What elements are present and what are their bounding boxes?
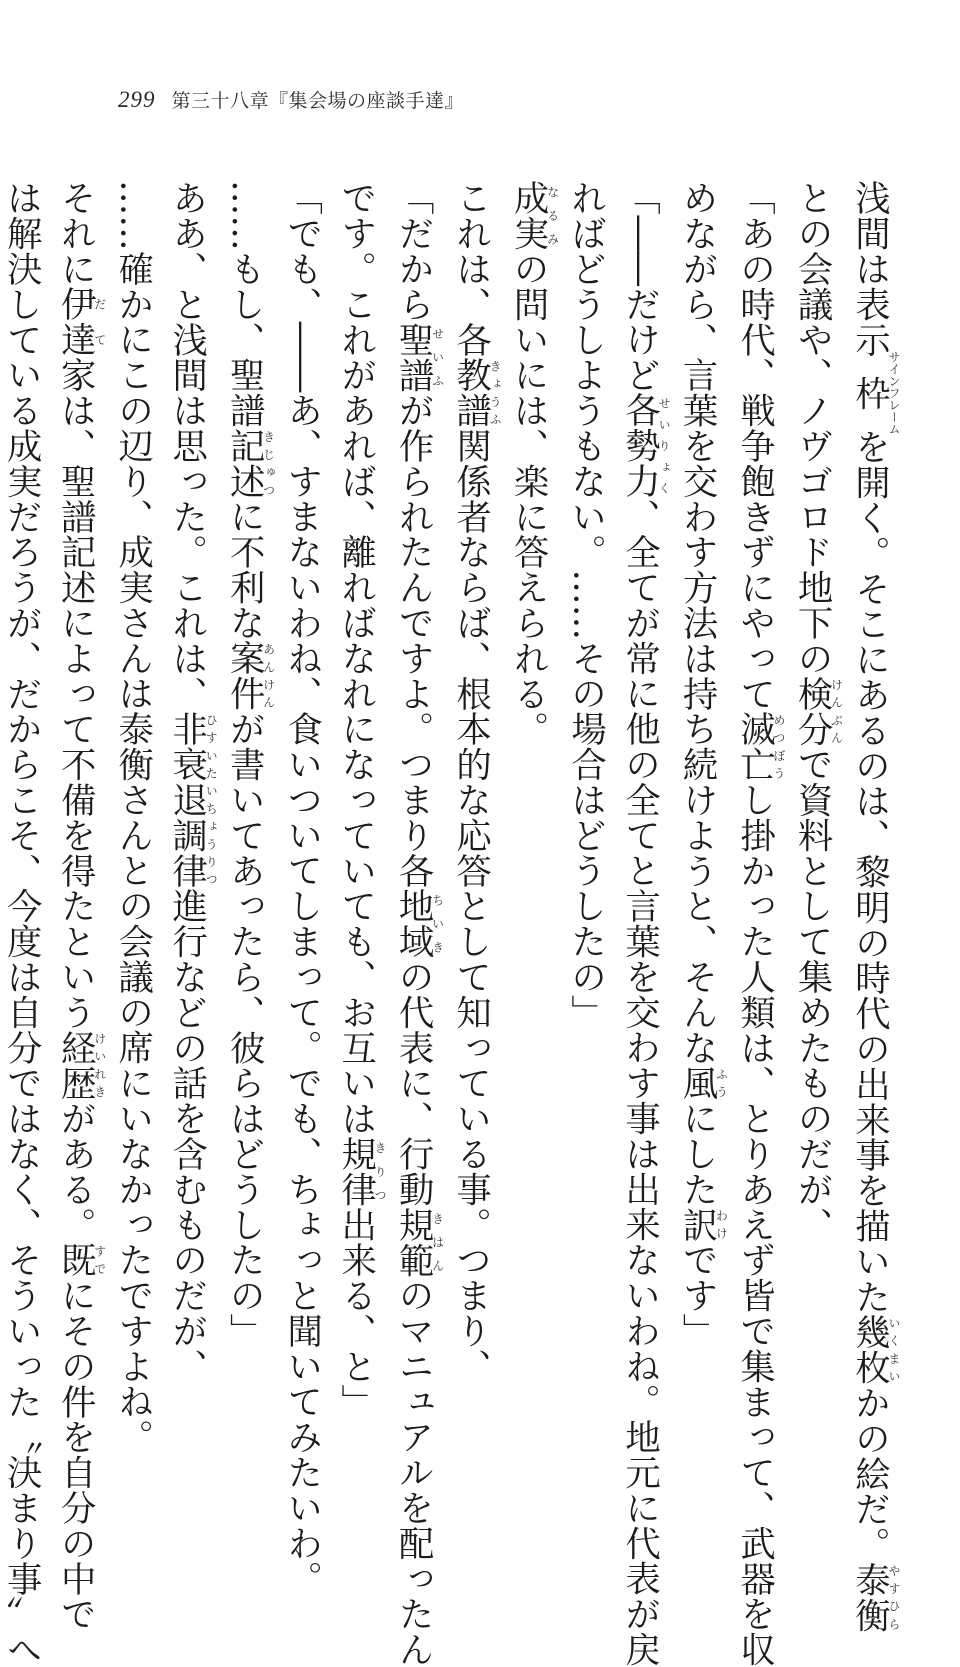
ruby-word bbox=[55, 1242, 107, 1278]
text-run: 浅間は表示 bbox=[849, 180, 891, 357]
text-column bbox=[501, 180, 558, 1420]
ruby-base: 規律 bbox=[335, 1135, 377, 1207]
ruby-reading: だて bbox=[92, 286, 107, 358]
ruby-base: 伊達 bbox=[55, 286, 97, 358]
ruby-reading: あんけん bbox=[261, 640, 276, 711]
body-text bbox=[1, 180, 901, 1667]
ruby-word bbox=[450, 357, 503, 428]
ruby-reading: きょうふ bbox=[488, 357, 503, 428]
ruby-reading: ちいき bbox=[430, 888, 445, 959]
ruby-reading: せいりょく bbox=[657, 392, 672, 499]
text-run: は解決している成実だろうが、だからこそ、今度は自分ではなく、そういった〝決まり事〟へ bbox=[1, 180, 43, 1667]
ruby-base: 経歴 bbox=[55, 1029, 97, 1101]
ruby-word bbox=[393, 888, 445, 959]
text-column bbox=[217, 180, 274, 1420]
ruby-reading: いくまい bbox=[887, 1314, 901, 1385]
text-run: との会議や、ノヴゴロド地下の bbox=[792, 180, 834, 676]
text-column bbox=[275, 180, 329, 1596]
text-run: ああ、と浅間は思った。これは、 bbox=[166, 180, 208, 711]
text-column bbox=[386, 180, 445, 1667]
text-column bbox=[728, 180, 787, 1667]
ruby-reading: きはん bbox=[430, 1206, 445, 1278]
ruby-reading: めつぼう bbox=[772, 711, 787, 782]
ruby-reading: きりつ bbox=[373, 1135, 388, 1207]
text-run: 進行などの話を含むものだが、 bbox=[166, 888, 208, 1384]
text-run: で資料として集めたものだが、 bbox=[792, 746, 834, 1243]
ruby-base: 既 bbox=[55, 1242, 97, 1278]
text-column bbox=[329, 180, 386, 1420]
text-column bbox=[48, 180, 107, 1632]
page-number: 299 bbox=[118, 87, 156, 112]
ruby-word bbox=[792, 675, 844, 747]
text-run: 家は、聖譜記述によって不備を得たという bbox=[55, 357, 97, 1030]
text-run: に不利な bbox=[224, 498, 266, 641]
text-column bbox=[785, 180, 842, 1420]
ruby-reading: すで bbox=[92, 1242, 107, 1278]
text-run: 、全てが常に他の全てと言葉を交わす事は出来ないわね。地元に代表が戻 bbox=[619, 498, 661, 1667]
text-run: が作られたんですよ。つまり各 bbox=[393, 392, 435, 889]
ruby-base: 非衰退調律 bbox=[166, 711, 208, 888]
text-column bbox=[160, 180, 217, 1420]
text-run: 関係者ならば、根本的な応答として知っている事。つまり、 bbox=[450, 427, 492, 1384]
ruby-word bbox=[224, 640, 276, 712]
text-run: 「でも、――あ、すまないわね、食いついてしまって。でも、ちょっと聞いてみたいわ。 bbox=[281, 180, 323, 1596]
text-run: し掛かった人類は、とりあえず皆で集まって、武器を収 bbox=[734, 781, 776, 1667]
text-run: を開く。そこにあるのは、黎明の時代の出来事を描いた bbox=[849, 429, 891, 1314]
ruby-word bbox=[55, 286, 107, 358]
ruby-word bbox=[849, 1561, 901, 1633]
ruby-base: 泰衡 bbox=[849, 1561, 891, 1633]
running-title: 第三十八章『集会場の座談手達』 bbox=[171, 90, 465, 112]
text-run: かの絵だ。 bbox=[849, 1384, 891, 1562]
text-run: ……確かにこの辺り、成実さんは泰衡さんとの会議の席にいなかったですよね。 bbox=[112, 180, 154, 1455]
text-column bbox=[559, 180, 613, 1420]
ruby-word bbox=[734, 711, 787, 782]
text-run: めながら、言葉を交わす方法は持ち続けようと、そんな bbox=[677, 180, 719, 1065]
ruby-word bbox=[849, 1314, 901, 1385]
ruby-base: 検分 bbox=[792, 675, 834, 747]
ruby-base: 教譜 bbox=[450, 357, 492, 428]
text-run: にした bbox=[677, 1100, 719, 1207]
ruby-reading: きじゅつ bbox=[261, 427, 276, 499]
ruby-word bbox=[849, 351, 901, 435]
text-run: 「あの時代、戦争飽きずにやって bbox=[734, 180, 776, 711]
ruby-word bbox=[335, 1135, 388, 1207]
text-run: のマニュアルを配ったん bbox=[393, 1277, 435, 1667]
ruby-base: 案件 bbox=[224, 640, 266, 712]
text-run: 「――だけど bbox=[619, 180, 661, 393]
text-run: ればどうしようもない。……その場合はどうしたの」 bbox=[565, 180, 607, 1030]
ruby-word bbox=[677, 1206, 729, 1243]
ruby-base: 枠 bbox=[849, 351, 891, 435]
ruby-reading: けいれき bbox=[92, 1029, 107, 1101]
ruby-reading: サインフレーム bbox=[887, 351, 901, 435]
ruby-base: 地域 bbox=[393, 888, 435, 959]
text-run: です。これがあれば、離ればなれになっていても、お互いは bbox=[335, 180, 377, 1136]
text-run: の代表に、行動 bbox=[393, 958, 435, 1207]
text-column bbox=[670, 180, 727, 1420]
text-run: 「だから bbox=[393, 180, 435, 322]
ruby-base: 風 bbox=[677, 1065, 719, 1101]
text-column bbox=[106, 180, 160, 1455]
text-run: です」 bbox=[677, 1242, 719, 1349]
ruby-word bbox=[619, 392, 672, 499]
text-run: にその件を自分の中で bbox=[55, 1277, 97, 1632]
ruby-base: 各勢力 bbox=[619, 392, 661, 499]
ruby-base: 成実 bbox=[508, 180, 550, 251]
ruby-reading: ふう bbox=[714, 1065, 729, 1101]
ruby-base: 訳 bbox=[677, 1206, 719, 1243]
ruby-word bbox=[677, 1065, 729, 1101]
ruby-word bbox=[508, 180, 560, 251]
text-run: ……もし、聖譜 bbox=[224, 180, 266, 428]
ruby-reading: ひすいたいちょうりつ bbox=[204, 711, 219, 888]
ruby-word bbox=[393, 321, 445, 393]
text-column bbox=[613, 180, 672, 1667]
ruby-reading: なるみ bbox=[545, 180, 560, 251]
ruby-base: 規範 bbox=[393, 1206, 435, 1278]
ruby-word bbox=[393, 1206, 445, 1278]
ruby-word bbox=[224, 427, 276, 499]
ruby-word bbox=[166, 711, 219, 888]
page-header bbox=[118, 86, 464, 116]
ruby-base: 聖譜 bbox=[393, 321, 435, 393]
ruby-reading: せいふ bbox=[430, 321, 445, 393]
text-column bbox=[0, 180, 48, 1667]
text-run: が書いてあったら、彼らはどうしたの」 bbox=[224, 711, 266, 1349]
text-run: それに bbox=[55, 180, 97, 287]
text-run: がある。 bbox=[55, 1100, 97, 1243]
ruby-base: 滅亡 bbox=[734, 711, 776, 782]
text-run: 出来る、と」 bbox=[335, 1206, 377, 1420]
ruby-base: 幾枚 bbox=[849, 1314, 891, 1385]
text-column bbox=[444, 180, 501, 1420]
ruby-reading: けんぶん bbox=[829, 675, 844, 747]
text-column bbox=[843, 180, 901, 1633]
text-run: の問いには、楽に答えられる。 bbox=[508, 250, 550, 747]
ruby-word bbox=[55, 1029, 107, 1101]
ruby-reading: わけ bbox=[714, 1206, 729, 1242]
text-run: これは、各 bbox=[450, 180, 492, 357]
ruby-reading: やすひら bbox=[887, 1561, 901, 1633]
ruby-base: 記述 bbox=[224, 427, 266, 499]
